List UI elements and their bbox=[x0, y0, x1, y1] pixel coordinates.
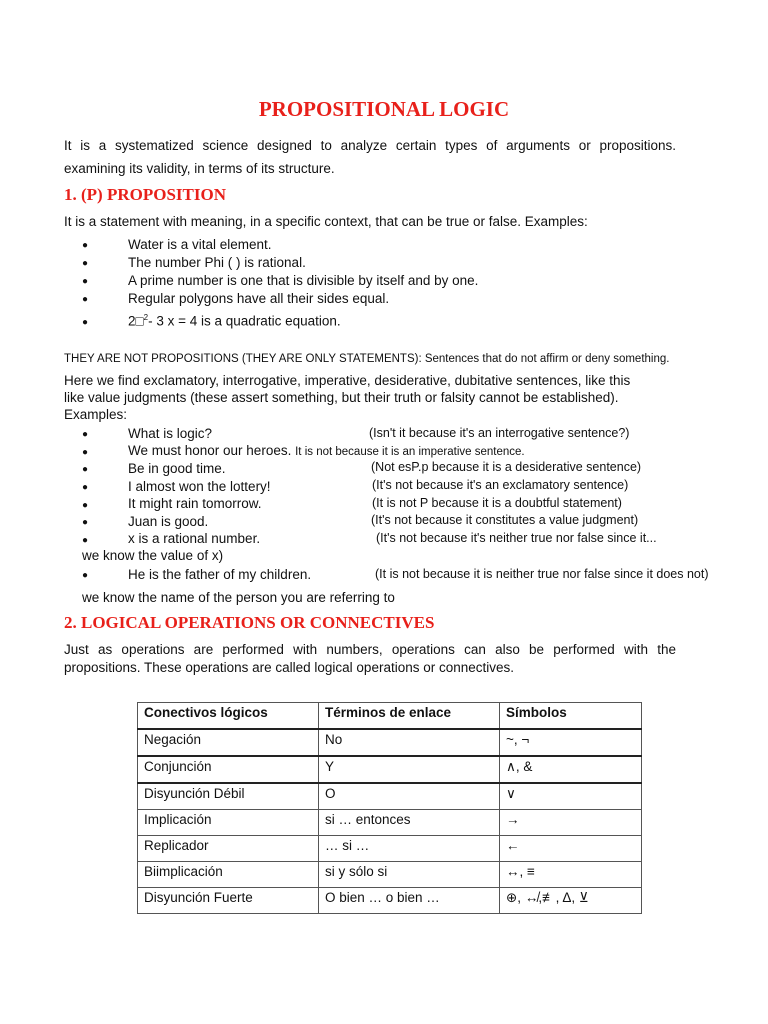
statement-example: It might rain tomorrow. bbox=[128, 496, 262, 511]
statement-example: x is a rational number. bbox=[128, 531, 261, 546]
bullet-icon: ● bbox=[82, 429, 89, 440]
bullet-icon: ● bbox=[82, 276, 89, 287]
table-cell: Disyunción Débil bbox=[138, 783, 319, 810]
proposition-example: Water is a vital element. bbox=[128, 237, 272, 252]
table-row bbox=[138, 888, 642, 914]
table-cell: O bien … o bien … bbox=[319, 888, 500, 914]
bullet-icon: ● bbox=[82, 258, 89, 269]
table-cell: ~, ¬ bbox=[500, 729, 642, 756]
table-cell: si … entonces bbox=[319, 810, 500, 836]
statement-note: (It's not because it constitutes a value judgment) bbox=[371, 513, 639, 527]
table-cell: ∨ bbox=[500, 783, 642, 810]
section-2-text: Just as operations are performed with numbers, operations can also be performed with the propositions. These operations are called logical operations or connectives. bbox=[64, 642, 676, 675]
statement-example: He is the father of my children. bbox=[128, 567, 312, 582]
statement-example: I almost won the lottery! bbox=[128, 479, 271, 494]
bullet-icon: ● bbox=[82, 482, 89, 493]
table-cell: ⊕, ↮,≢, Δ, ⊻ bbox=[500, 888, 642, 914]
section-1-text: It is a statement with meaning, in a specific context, that can be true or false. Examples: bbox=[64, 214, 588, 229]
intro-line-2: examining its validity, in terms of its structure. bbox=[64, 161, 335, 176]
statement-example: What is logic? bbox=[128, 426, 213, 441]
not-propositions-line: Here we find exclamatory, interrogative, imperative, desiderative, dubitative sentences, like this bbox=[64, 373, 631, 388]
statement-note: (It is not P because it is a doubtful statement) bbox=[372, 496, 622, 510]
table-row bbox=[138, 729, 642, 756]
table-cell: → bbox=[500, 810, 642, 836]
statement-note: (It's not because it's neither true nor false since it... bbox=[376, 531, 657, 545]
table-header: Términos de enlace bbox=[319, 703, 500, 730]
table-header: Conectivos lógicos bbox=[138, 703, 319, 730]
table-cell: ← bbox=[500, 836, 642, 862]
intro-line-1: It is a systematized science designed to analyze certain types of arguments or propositions. bbox=[64, 138, 676, 153]
statement-example: We must honor our heroes. It is not because it is an imperative sentence. bbox=[128, 443, 525, 458]
proposition-example: Regular polygons have all their sides equal. bbox=[128, 291, 390, 306]
table-row bbox=[138, 810, 642, 836]
table-cell: ↔, ≡ bbox=[500, 862, 642, 888]
continuation-line: we know the value of x) bbox=[82, 548, 224, 563]
bullet-icon: ● bbox=[82, 535, 89, 546]
section-1-heading: 1. (P) PROPOSITION bbox=[64, 185, 226, 204]
statement-example: Juan is good. bbox=[128, 514, 209, 529]
table-cell: Replicador bbox=[138, 836, 319, 862]
table-header-row bbox=[138, 703, 642, 730]
proposition-example: The number Phi ( ) is rational. bbox=[128, 255, 306, 270]
connectives-table bbox=[137, 702, 642, 914]
statement-note: (Isn't it because it's an interrogative sentence?) bbox=[369, 426, 630, 440]
section-2-heading: 2. LOGICAL OPERATIONS OR CONNECTIVES bbox=[64, 613, 435, 632]
bullet-icon: ● bbox=[82, 294, 89, 305]
statement-note: (It's not because it's an exclamatory sentence) bbox=[372, 478, 629, 492]
statement-note: (It is not because it is neither true nor false since it does not) bbox=[375, 567, 709, 581]
equation-example: 2□$^2$- 3 x = 4 is a quadratic equation. bbox=[128, 313, 341, 329]
table-cell: Disyunción Fuerte bbox=[138, 888, 319, 914]
table-row bbox=[138, 862, 642, 888]
bullet-icon: ● bbox=[82, 464, 89, 475]
table-cell: si y sólo si bbox=[319, 862, 500, 888]
bullet-icon: ● bbox=[82, 517, 89, 528]
statement-example: Be in good time. bbox=[128, 461, 226, 476]
proposition-example: A prime number is one that is divisible by itself and by one. bbox=[128, 273, 479, 288]
table-row bbox=[138, 783, 642, 810]
table-row bbox=[138, 836, 642, 862]
statement-note: (Not esP.p because it is a desiderative sentence) bbox=[371, 460, 642, 474]
table-cell: Implicación bbox=[138, 810, 319, 836]
table-cell: Biimplicación bbox=[138, 862, 319, 888]
table-cell: O bbox=[319, 783, 500, 810]
table-cell: No bbox=[319, 729, 500, 756]
bullet-icon: ● bbox=[82, 570, 89, 581]
table-header: Símbolos bbox=[500, 703, 642, 730]
bullet-icon: ● bbox=[82, 240, 89, 251]
table-cell: Y bbox=[319, 756, 500, 783]
table-cell: Conjunción bbox=[138, 756, 319, 783]
table-cell: Negación bbox=[138, 729, 319, 756]
bullet-icon: ● bbox=[82, 447, 89, 458]
table-cell: … si … bbox=[319, 836, 500, 862]
page-title: PROPOSITIONAL LOGIC bbox=[258, 97, 510, 121]
not-propositions-line: like value judgments (these assert something, but their truth or falsity cannot be established). bbox=[64, 390, 619, 405]
not-propositions-heading: THEY ARE NOT PROPOSITIONS (THEY ARE ONLY STATEMENTS): Sentences that do not affirm or deny something. bbox=[64, 353, 670, 365]
bullet-icon: ● bbox=[82, 317, 89, 328]
continuation-line: we know the name of the person you are referring to bbox=[82, 590, 395, 605]
examples-label: Examples: bbox=[64, 407, 128, 422]
table-cell: ∧, & bbox=[500, 756, 642, 783]
table-row bbox=[138, 756, 642, 783]
bullet-icon: ● bbox=[82, 500, 89, 511]
